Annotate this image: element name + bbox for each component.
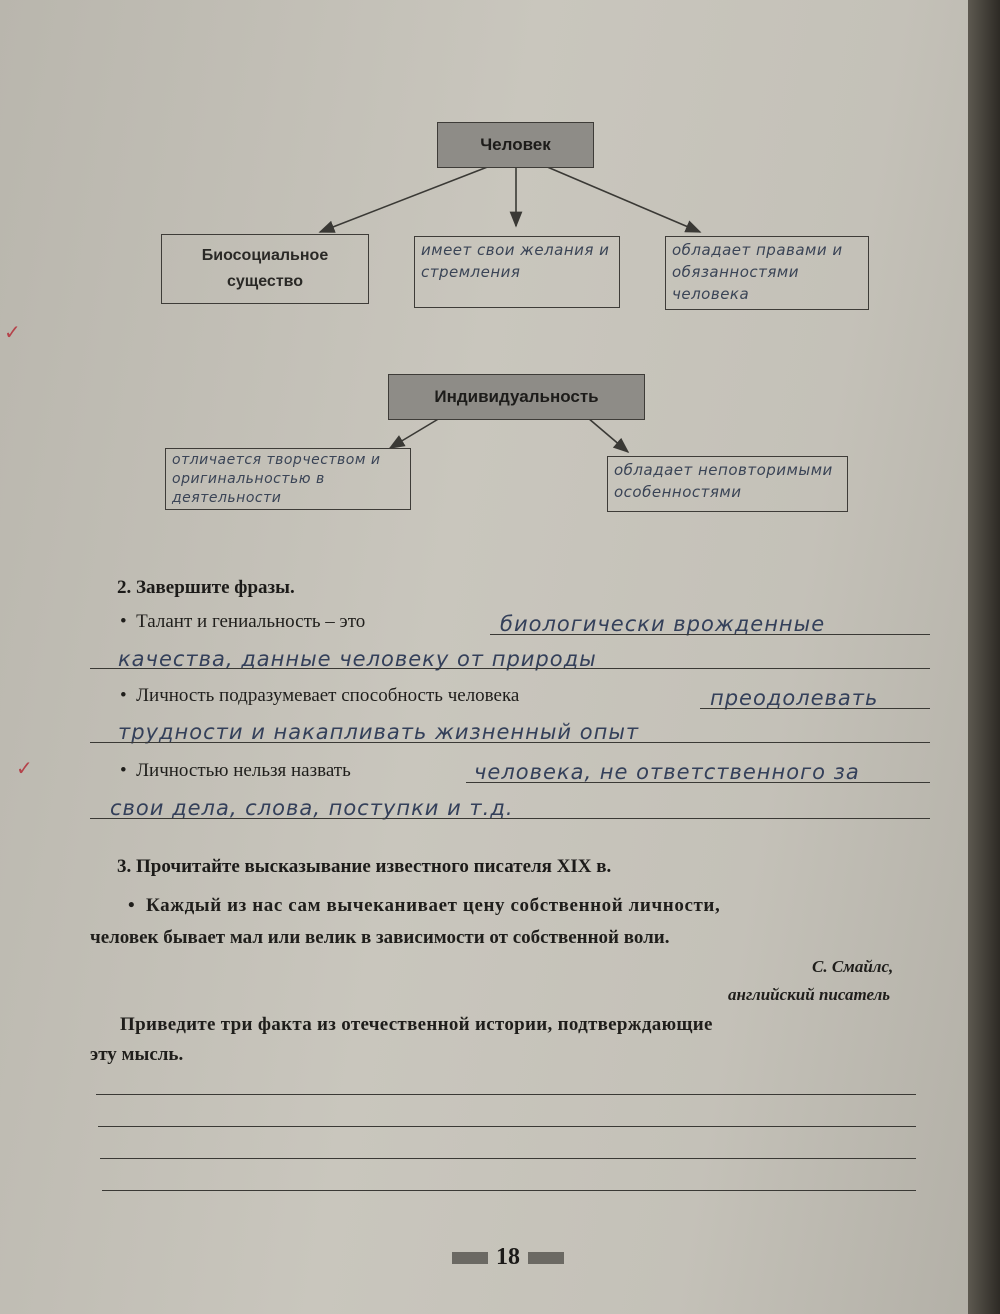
- task3-title: 3. Прочитайте высказывание известного писателя XIX в.: [117, 856, 612, 877]
- arrow-4: [390, 418, 440, 448]
- quote-author: С. Смайлс,: [812, 957, 894, 976]
- quote-text: Каждый из нас сам вычеканивает цену собственной личности,: [145, 895, 721, 916]
- answer-line: [90, 668, 930, 669]
- task2-item2-answer-line1: преодолевать: [710, 686, 879, 710]
- diagram-root-individuality: Индивидуальность: [388, 374, 645, 420]
- answer-line: [90, 742, 930, 743]
- answer-line: [96, 1094, 916, 1095]
- task3-instruction-line1: Приведите три факта из отечественной истории, подтверждающие: [120, 1014, 713, 1035]
- arrow-1: [320, 166, 490, 232]
- answer-line: [90, 818, 930, 819]
- answer-line: [102, 1190, 916, 1191]
- task2-title: 2. Завершите фразы.: [117, 577, 295, 598]
- page-number-block: [452, 1244, 564, 1271]
- bullet: •: [120, 611, 127, 632]
- bullet: •: [120, 685, 127, 706]
- task2-item1-answer-line1: биологически врожденные: [500, 612, 826, 636]
- diagram-box-handwritten-4: обладает неповторимыми особенностями: [607, 456, 848, 512]
- teacher-check-mark: ✓: [16, 756, 33, 780]
- task2-item1-prompt: [120, 611, 365, 633]
- prompt-text: Личность подразумевает способность человека: [136, 685, 520, 706]
- answer-line: [490, 634, 930, 635]
- bullet: •: [128, 895, 136, 916]
- task2-item3-prompt: [120, 760, 351, 782]
- task2-item2-answer-line2: трудности и накапливать жизненный опыт: [118, 720, 640, 744]
- prompt-text: Личностью нельзя назвать: [136, 760, 351, 781]
- task2-item3-answer-line2: свои дела, слова, поступки и т.д.: [110, 796, 514, 820]
- diagram-box-biosocial: Биосоциальное существо: [161, 234, 369, 304]
- task3-instruction-line2: эту мысль.: [90, 1044, 184, 1065]
- answer-line: [700, 708, 930, 709]
- page-number: 18: [496, 1244, 520, 1270]
- diagram-box-handwritten-3: отличается творчеством и оригинальностью в деятельности: [165, 448, 411, 510]
- task3-quote-line1: [128, 895, 720, 917]
- answer-line: [466, 782, 930, 783]
- diagram-box-handwritten-2: обладает правами и обязанностями человека: [665, 236, 869, 310]
- task3-quote-line2: человек бывает мал или велик в зависимости от собственной воли.: [90, 927, 670, 948]
- arrow-5: [588, 418, 628, 452]
- answer-line: [98, 1126, 916, 1127]
- prompt-text: Талант и гениальность – это: [136, 611, 366, 632]
- book-edge: [968, 0, 1000, 1314]
- page-number-bar-right: [528, 1252, 564, 1264]
- bullet: •: [120, 760, 127, 781]
- answer-line: [100, 1158, 916, 1159]
- task2-item2-prompt: [120, 685, 519, 707]
- task2-item1-answer-line2: качества, данные человеку от природы: [118, 647, 597, 671]
- page-number-bar-left: [452, 1252, 488, 1264]
- quote-author-role: английский писатель: [728, 985, 891, 1004]
- task2-item3-answer-line1: человека, не ответственного за: [474, 760, 860, 784]
- arrow-3: [545, 166, 700, 232]
- diagram-root-human: Человек: [437, 122, 594, 168]
- diagram-box-handwritten-1: имеет свои желания и стремления: [414, 236, 620, 308]
- teacher-check-mark: ✓: [4, 320, 21, 344]
